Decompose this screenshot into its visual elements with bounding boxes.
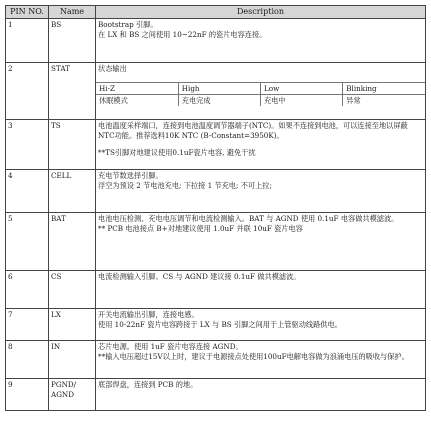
status-value-row: [96, 95, 425, 107]
description-note: **TS引脚对地建议使用0.1uF瓷片电容, 避免干扰: [98, 148, 256, 158]
pin-name: STAT: [49, 63, 96, 120]
description-line: 充电节数选择引脚。: [98, 171, 163, 181]
header-pin-no: PIN NO.: [6, 6, 49, 19]
description-line: 使用 10-22nF 瓷片电容跨接于 LX 与 BS 引脚之间用于上管驱动线路供电。: [98, 319, 342, 329]
table-row: [6, 170, 426, 213]
description-line: 在 LX 和 BS 之间使用 10~22nF 的瓷片电容连接。: [98, 29, 267, 39]
pin-number: 9: [6, 379, 49, 411]
table-row: [6, 309, 426, 341]
status-header: High: [178, 82, 260, 94]
pin-number: 1: [6, 19, 49, 63]
pin-description: [96, 309, 426, 341]
pin-description-table: [5, 5, 426, 411]
pin-name: CELL: [49, 170, 96, 213]
pin-name: LX: [49, 309, 96, 341]
pin-name: PGND/ AGND: [49, 379, 96, 411]
description-line: 浮空为预设 2 节电池充电; 下拉接 1 节充电; 不可上拉;: [98, 180, 272, 190]
description-line: 状态输出: [98, 64, 127, 74]
description-line: Bootstrap 引脚。: [98, 20, 158, 30]
pin-description: [96, 271, 426, 309]
pin-description: [96, 170, 426, 213]
description-line: 芯片电源。使用 1uF 瓷片电容连接 AGND。: [98, 342, 243, 352]
pin-number: 2: [6, 63, 49, 120]
status-value: 休眠模式: [96, 95, 178, 107]
status-header-row: [96, 82, 425, 94]
pin-number: 6: [6, 271, 49, 309]
pin-description: [96, 19, 426, 63]
pin-description: [96, 379, 426, 411]
pin-name: IN: [49, 341, 96, 379]
status-value: 异常: [343, 95, 425, 107]
pin-name: CS: [49, 271, 96, 309]
pin-description: [96, 341, 426, 379]
description-line: 电池电压检测、充电电压调节和电流检测输入。BAT 与 AGND 使用 0.1uF 电容做共模滤波。: [98, 214, 399, 224]
description-line: 电池温度采样端口，连接到电池温度调节器端子(NTC)。如果不连接到电池，可以连接至地以屏蔽NTC功能。推荐选料10K NTC (B-Constant=3950K)。: [98, 121, 408, 140]
description-line: 开关电流输出引脚，连接电感。: [98, 310, 199, 320]
pin-description: [96, 63, 426, 120]
table-row: [6, 271, 426, 309]
description-line: ** PCB 电池接点 B+对地建议使用 1.0uF 并联 10uF 瓷片电容: [98, 223, 303, 233]
description-line: **输入电压超过15V以上时，建议于电源接点处使用100uF电解电容做为浪涌电压的吸收与保护。: [98, 351, 409, 361]
pin-number: 4: [6, 170, 49, 213]
table-header-row: [6, 6, 426, 19]
status-table: [96, 82, 425, 107]
table-row: [6, 213, 426, 271]
table-row: [6, 341, 426, 379]
pin-description: [96, 213, 426, 271]
table-row: [6, 379, 426, 411]
status-header: Hi-Z: [96, 82, 178, 94]
pin-number: 7: [6, 309, 49, 341]
header-description: Description: [96, 6, 426, 19]
pin-number: 5: [6, 213, 49, 271]
pin-description: [96, 120, 426, 170]
table-row: [6, 63, 426, 120]
pin-name: BS: [49, 19, 96, 63]
status-header: Low: [261, 82, 343, 94]
table-row: [6, 19, 426, 63]
pin-name: TS: [49, 120, 96, 170]
status-value: 充电中: [261, 95, 343, 107]
pin-number: 3: [6, 120, 49, 170]
status-value: 充电完成: [178, 95, 260, 107]
table-row: [6, 120, 426, 170]
header-name: Name: [49, 6, 96, 19]
description-line: 电流检测输入引脚。CS 与 AGND 建议接 0.1uF 做共模滤波。: [98, 272, 301, 282]
spacer: [98, 140, 423, 148]
pin-name: BAT: [49, 213, 96, 271]
pin-number: 8: [6, 341, 49, 379]
status-header: Blinking: [343, 82, 425, 94]
description-line: 底部焊盘，连接到 PCB 的地。: [98, 380, 198, 390]
